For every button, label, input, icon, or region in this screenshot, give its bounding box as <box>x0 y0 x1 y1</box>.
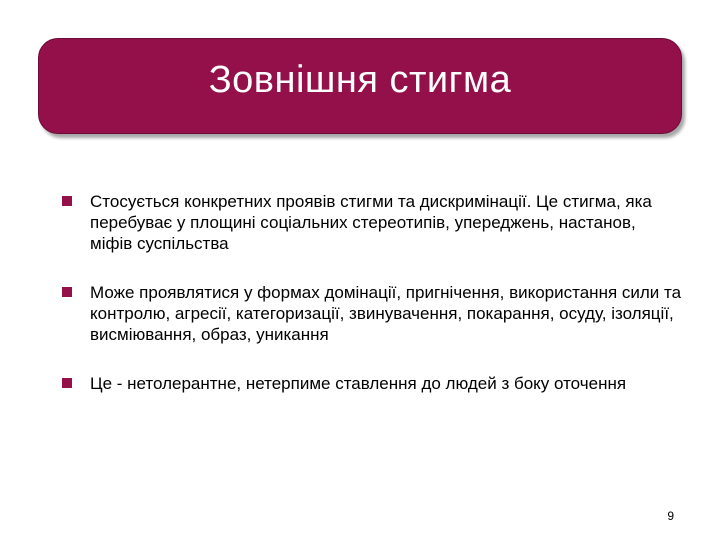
square-bullet-icon <box>62 196 72 206</box>
bullet-text: Це - нетолерантне, нетерпиме ставлення до людей з боку оточення <box>90 374 627 393</box>
bullet-item <box>62 191 682 254</box>
bullet-text: Стосується конкретних проявів стигми та дискримінації. Це стигма, яка перебуває у площині соціальних стереотипів, упереджень, настанов, міфів суспільства <box>90 192 652 253</box>
page-number: 9 <box>667 509 674 523</box>
square-bullet-icon <box>62 287 72 297</box>
bullet-text: Може проявлятися у формах домінації, пригнічення, використання сили та контролю, агресії, категоризації, звинувачення, покарання, осуду, ізоляції, висміювання, образ, уникання <box>90 283 682 344</box>
slide-title: Зовнішня стигма <box>208 59 512 101</box>
bullet-list <box>62 191 682 422</box>
square-bullet-icon <box>62 378 72 388</box>
bullet-item <box>62 282 682 345</box>
bullet-item <box>62 373 682 394</box>
